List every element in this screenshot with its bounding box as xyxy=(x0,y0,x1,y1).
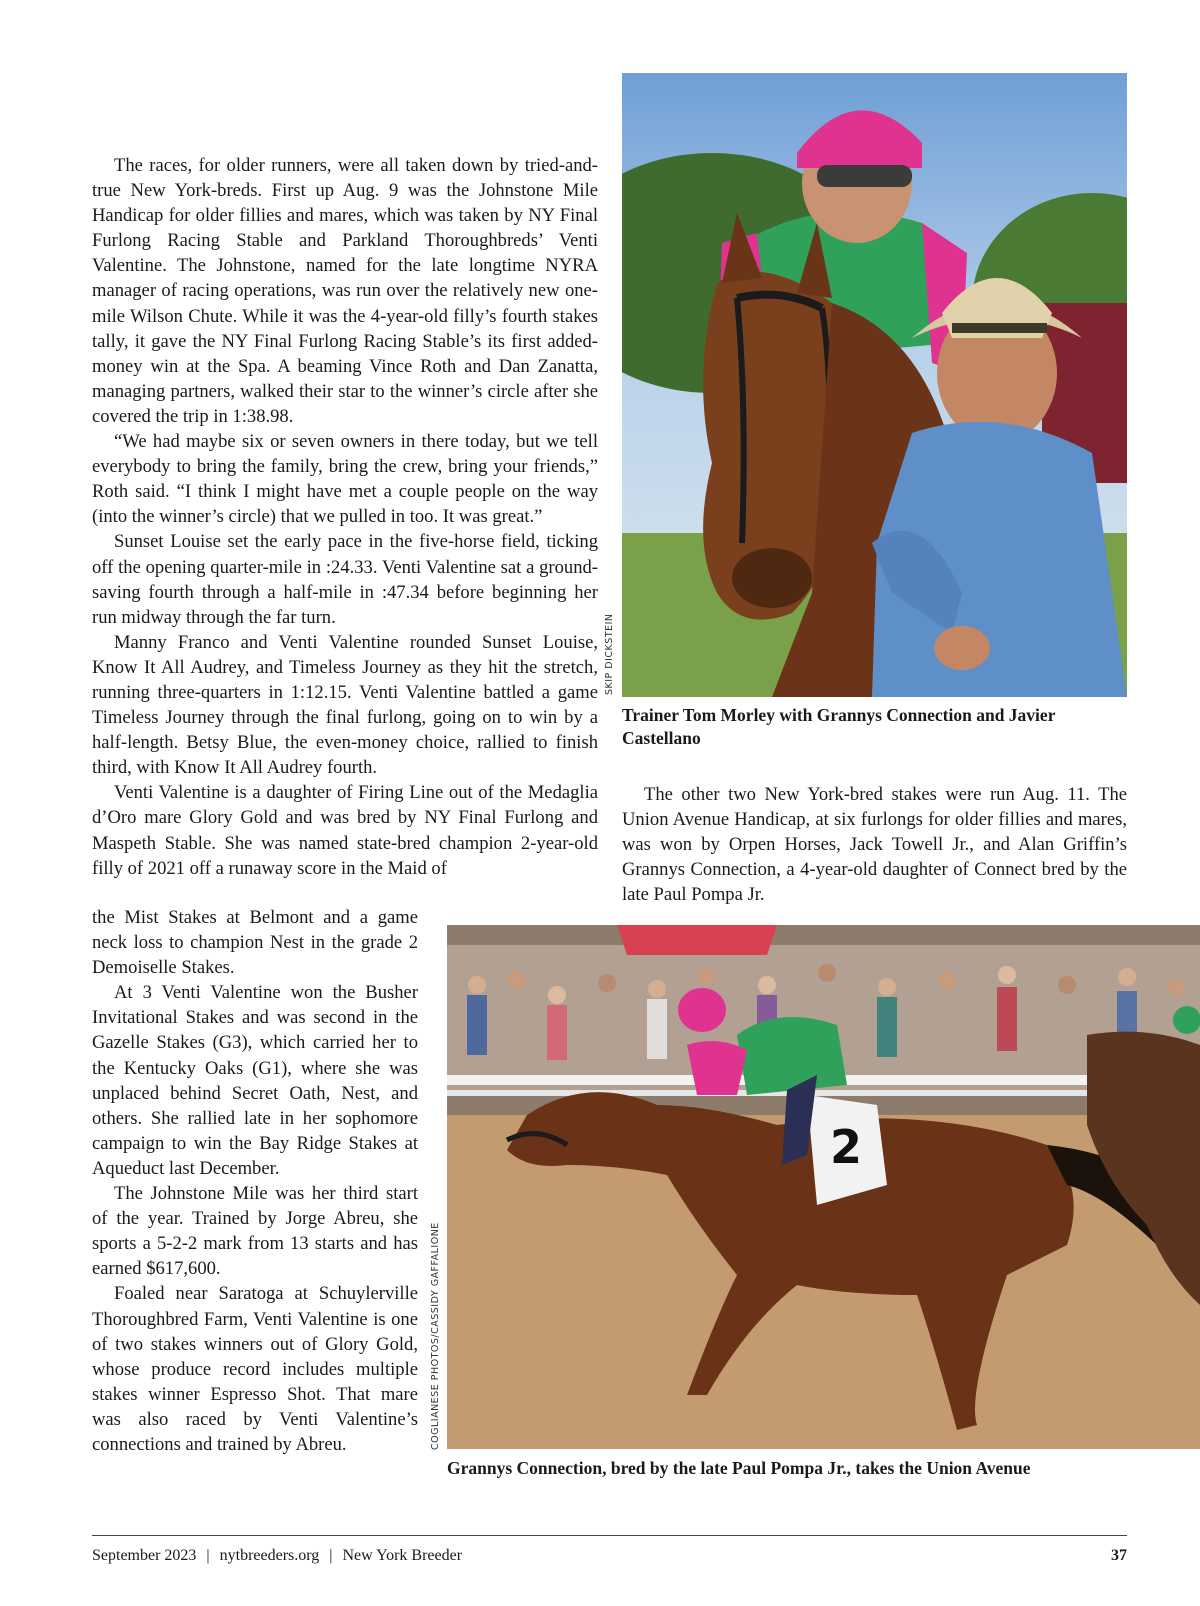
paragraph: Sunset Louise set the early pace in the five-horse field, ticking off the opening quarter-mile in :24.33. Venti Valentine sat a ground-saving fourth through a half-mile in :47.34 before beginning her run midway through the far turn. xyxy=(92,531,598,628)
footer-rule xyxy=(92,1535,1127,1536)
photo-race-illustration xyxy=(447,925,1200,1449)
paragraph: Venti Valentine is a daughter of Firing Line out of the Medaglia d’Oro mare Glory Gold and was bred by NY Final Furlong and Maspeth Stable. She was named state-bred champion 2-year-old filly of 2021 off a runaway score in the Maid of xyxy=(92,782,598,879)
article-column-left-bottom xyxy=(92,905,418,1457)
paragraph: At 3 Venti Valentine won the Busher Invitational Stakes and was second in the Gazelle Stakes (G3), which carried her to the Kentucky Oaks (G1), where she was unplaced behind Secret Oath, Nest, and others. She rallied late in her sophomore campaign to win the Bay Ridge Stakes at Aqueduct last December. xyxy=(92,982,418,1179)
paragraph: The races, for older runners, were all taken down by tried-and-true New York-breds. First up Aug. 9 was the Johnstone Mile Handicap for older fillies and mares, which was taken by NY Final Furlong Racing Stable and Parkland Thoroughbreds’ Venti Valentine. The Johnstone, named for the late longtime NYRA manager of racing operations, was run over the relatively new one-mile Wilson Chute. While it was the 4-year-old filly’s fourth stakes tally, it gave the NY Final Furlong Racing Stable’s its first added-money win at the Spa. A beaming Vince Roth and Dan Zanatta, managing partners, walked their star to the winner’s circle after she covered the trip in 1:38.98. xyxy=(92,155,598,427)
photo-credit: COGLIANESE PHOTOS/CASSIDY GAFFALIONE xyxy=(430,1222,441,1450)
photo-trainer-with-horse xyxy=(622,73,1127,697)
photo-credit: SKIP DICKSTEIN xyxy=(604,613,615,695)
photo-race-finish xyxy=(447,925,1200,1449)
paragraph: The other two New York-bred stakes were run Aug. 11. The Union Avenue Handicap, at six furlongs for older fillies and mares, was won by Orpen Horses, Jack Towell Jr., and Alan Griffin’s Grannys Connection, a 4-year-old daughter of Connect bred by the late Paul Pompa Jr. xyxy=(622,784,1127,906)
article-column-right xyxy=(622,782,1127,907)
footer-site: nytbreeders.org xyxy=(219,1547,320,1564)
paragraph: Foaled near Saratoga at Schuylerville Thoroughbred Farm, Venti Valentine is one of two stakes winners out of Glory Gold, whose produce record includes multiple stakes winner Espresso Shot. That mare was also raced by Venti Valentine’s connections and trained by Abreu. xyxy=(92,1283,418,1455)
paragraph: “We had maybe six or seven owners in there today, but we tell everybody to bring the family, bring the crew, bring your friends,” Roth said. “I think I might have met a couple people on the way (into the winner’s circle) that we pulled in too. It was great.” xyxy=(92,431,598,528)
page-number: 37 xyxy=(1111,1547,1127,1564)
paragraph: Manny Franco and Venti Valentine rounded Sunset Louise, Know It All Audrey, and Timeless Journey as they hit the stretch, running three-quarters in 1:12.15. Venti Valentine battled a game Timeless Journey through the final furlong, going on to win by a half-length. Betsy Blue, the even-money choice, rallied to finish third, with Know It All Audrey fourth. xyxy=(92,631,598,779)
photo-caption: Grannys Connection, bred by the late Paul Pompa Jr., takes the Union Avenue xyxy=(447,1458,1031,1478)
footer-date: September 2023 xyxy=(92,1547,197,1564)
paragraph: The Johnstone Mile was her third start of the year. Trained by Jorge Abreu, she sports a 5-2-2 mark from 13 starts and has earned $617,600. xyxy=(92,1183,418,1280)
paragraph: the Mist Stakes at Belmont and a game neck loss to champion Nest in the grade 2 Demoiselle Stakes. xyxy=(92,907,418,979)
photo-trainer-illustration xyxy=(622,73,1127,697)
saddle-number: 2 xyxy=(830,1120,863,1174)
page-footer: September 2023 | nytbreeders.org | New York Breeder 37 xyxy=(92,1547,1127,1564)
footer-publication: New York Breeder xyxy=(342,1547,463,1564)
article-column-left-top xyxy=(92,153,598,881)
photo-caption: Trainer Tom Morley with Grannys Connection and Javier Castellano xyxy=(622,705,1056,748)
